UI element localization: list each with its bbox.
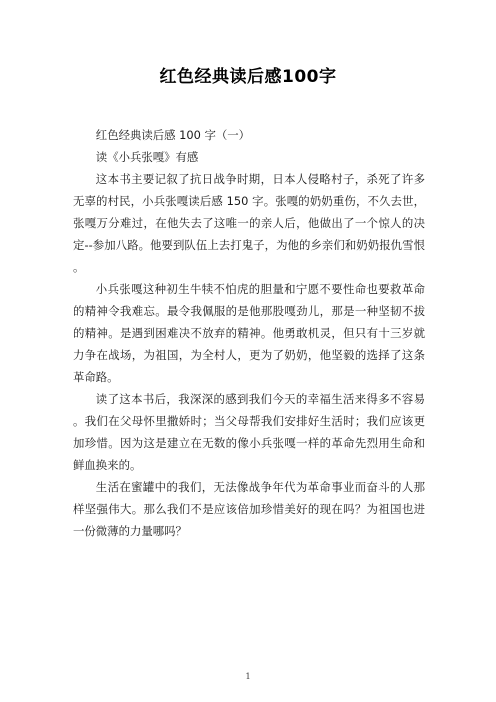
section-subheading: 读《小兵张嘎》有感	[95, 150, 199, 164]
document-body	[73, 124, 425, 542]
section-heading: 红色经典读后感 100 字（一）	[95, 128, 251, 142]
paragraph-4: 生活在蜜罐中的我们，无法像战争年代为革命事业而奋斗的人那样坚强伟大。那么我们不是应该倍加珍惜美好的现在吗？为祖国也进一份微薄的力量哪吗？	[73, 480, 425, 538]
paragraph-2: 小兵张嘎这种初生牛犊不怕虎的胆量和宁愿不要性命也要救革命的精神令我难忘。最令我佩服的是他那股嘎劲儿，那是一种坚韧不拔的精神。是遇到困难决不放弃的精神。他勇敢机灵，但只有十三岁就力争在战场，为祖国，为全村人，更为了奶奶，他坚毅的选择了这条革命路。	[73, 282, 425, 384]
paragraph-3: 读了这本书后，我深深的感到我们今天的幸福生活来得多不容易。我们在父母怀里撒娇时；当父母帮我们安排好生活时；我们应该更加珍惜。因为这是建立在无数的像小兵张嘎一样的革命先烈用生命和鲜血换来的。	[73, 392, 425, 472]
paragraph-1: 这本书主要记叙了抗日战争时期，日本人侵略村子，杀死了许多无辜的村民，小兵张嘎读后感 150 字。张嘎的奶奶重伤，不久去世，张嘎万分难过，在他失去了这唯一的亲人后，他做出了一个惊人的决定--参加八路。他要到队伍上去打鬼子，为他的乡亲们和奶奶报仇雪恨。	[73, 172, 425, 274]
page-number: 1	[245, 672, 251, 681]
document-title: 红色经典读后感100字	[159, 67, 337, 87]
